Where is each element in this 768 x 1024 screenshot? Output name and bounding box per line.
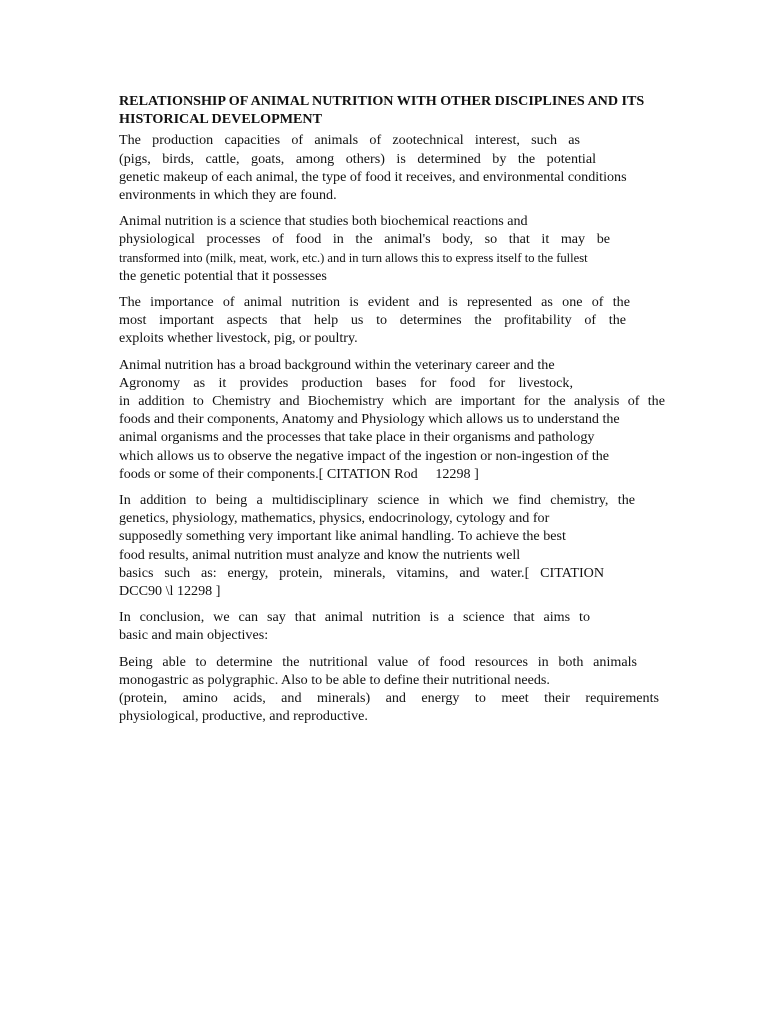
paragraph [119, 491, 674, 600]
text-line: In conclusion, we can say that animal nutrition is a science that aims to [119, 609, 590, 626]
text-line: The production capacities of animals of zootechnical interest, such as [119, 132, 580, 149]
text-line: environments in which they are found. [119, 187, 337, 204]
text-line: physiological, productive, and reproductive. [119, 708, 368, 725]
text-line: physiological processes of food in the animal's body, so that it may be [119, 231, 610, 248]
text-line: (protein, amino acids, and minerals) and energy to meet their requirements [119, 690, 659, 707]
paragraph [119, 608, 674, 644]
text-line: basic and main objectives: [119, 627, 269, 644]
text-line: monogastric as polygraphic. Also to be able to define their nutritional needs. [119, 671, 550, 688]
text-line: basics such as: energy, protein, minerals, vitamins, and water.[ CITATION [119, 564, 604, 581]
paragraph [119, 356, 674, 483]
document-title [119, 92, 674, 128]
text-line: genetic makeup of each animal, the type of food it receives, and environmental conditions [119, 168, 627, 185]
text-line: most important aspects that help us to determines the profitability of the [119, 312, 626, 329]
paragraph [119, 212, 674, 285]
paragraph [119, 653, 674, 726]
title-line: RELATIONSHIP OF ANIMAL NUTRITION WITH OTHER DISCIPLINES AND ITS [119, 93, 645, 109]
text-line: exploits whether livestock, pig, or poultry. [119, 330, 358, 347]
text-line: transformed into (milk, meat, work, etc.) and in turn allows this to express itself to the fullest [119, 250, 588, 265]
text-line: (pigs, birds, cattle, goats, among others) is determined by the potential [119, 150, 596, 167]
text-line: which allows us to observe the negative impact of the ingestion or non-ingestion of the [119, 447, 610, 464]
text-line: foods and their components, Anatomy and Physiology which allows us to understand the [119, 411, 620, 428]
paragraph [119, 131, 674, 204]
text-line: food results, animal nutrition must analyze and know the nutrients well [119, 546, 521, 563]
text-line: animal organisms and the processes that take place in their organisms and pathology [119, 429, 595, 446]
text-line: The importance of animal nutrition is evident and is represented as one of the [119, 294, 630, 311]
text-line: the genetic potential that it possesses [119, 267, 327, 284]
text-line: Animal nutrition has a broad background within the veterinary career and the [119, 356, 555, 373]
text-line: DCC90 \l 12298 ] [119, 583, 221, 600]
text-line: Agronomy as it provides production bases for food for livestock, [119, 374, 573, 391]
text-line: In addition to being a multidisciplinary science in which we find chemistry, the [119, 492, 635, 509]
title-line: HISTORICAL DEVELOPMENT [119, 111, 322, 128]
text-line: in addition to Chemistry and Biochemistry which are important for the analysis of the [119, 393, 665, 410]
text-line: supposedly something very important like animal handling. To achieve the best [119, 528, 566, 545]
document-page [119, 92, 674, 734]
text-line: Being able to determine the nutritional value of food resources in both animals [119, 653, 637, 670]
text-line: foods or some of their components.[ CITATION Rod 12298 ] [119, 465, 479, 482]
text-line: Animal nutrition is a science that studies both biochemical reactions and [119, 213, 528, 230]
paragraph [119, 293, 674, 348]
text-line: genetics, physiology, mathematics, physics, endocrinology, cytology and for [119, 510, 550, 527]
